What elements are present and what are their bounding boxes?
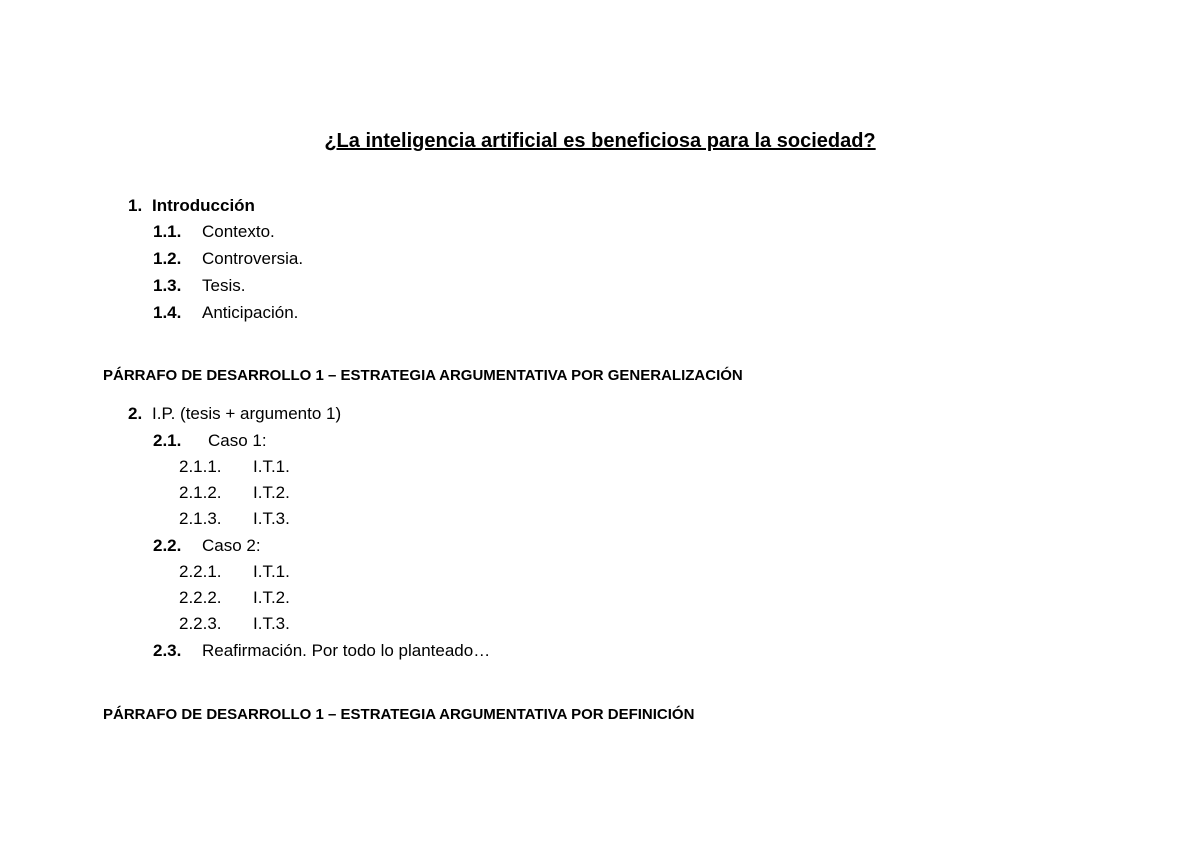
list-item-number: 1.4. bbox=[153, 303, 182, 322]
section-heading: PÁRRAFO DE DESARROLLO 1 – ESTRATEGIA ARGUMENTATIVA POR DEFINICIÓN bbox=[103, 706, 695, 723]
list-item-number: 1.3. bbox=[153, 276, 182, 295]
list-item-number: 2.3. bbox=[153, 641, 182, 660]
sub-item-label: I.T.1. bbox=[253, 562, 290, 581]
sub-item-label: I.T.3. bbox=[253, 509, 290, 528]
list-item-label: Contexto. bbox=[202, 222, 275, 241]
list-item-label: Anticipación. bbox=[202, 303, 299, 322]
sub-item-number: 2.2.1. bbox=[179, 562, 222, 581]
list-item-label: Caso 2: bbox=[202, 536, 261, 555]
outline-heading: Introducción bbox=[152, 196, 255, 215]
sub-item-number: 2.1.1. bbox=[179, 457, 222, 476]
sub-item-number: 2.2.3. bbox=[179, 614, 222, 633]
list-item-label: Reafirmación. Por todo lo planteado… bbox=[202, 641, 491, 660]
outline-heading: I.P. (tesis + argumento 1) bbox=[152, 404, 342, 423]
section-heading: PÁRRAFO DE DESARROLLO 1 – ESTRATEGIA ARGUMENTATIVA POR GENERALIZACIÓN bbox=[103, 367, 743, 384]
sub-item-number: 2.2.2. bbox=[179, 588, 222, 607]
outline-number: 2. bbox=[128, 404, 143, 423]
sub-item-label: I.T.2. bbox=[253, 588, 290, 607]
list-item-number: 1.1. bbox=[153, 222, 182, 241]
list-item-number: 2.2. bbox=[153, 536, 182, 555]
list-item-number: 2.1. bbox=[153, 431, 182, 450]
sub-item-label: I.T.1. bbox=[253, 457, 290, 476]
list-item-label: Caso 1: bbox=[208, 431, 267, 450]
sub-item-number: 2.1.2. bbox=[179, 483, 222, 502]
list-item-label: Controversia. bbox=[202, 249, 304, 268]
list-item-number: 1.2. bbox=[153, 249, 182, 268]
sub-item-label: I.T.3. bbox=[253, 614, 290, 633]
page-title: ¿La inteligencia artificial es beneficiosa para la sociedad? bbox=[324, 130, 876, 152]
sub-item-label: I.T.2. bbox=[253, 483, 290, 502]
list-item-label: Tesis. bbox=[202, 276, 246, 295]
outline-number: 1. bbox=[128, 196, 143, 215]
sub-item-number: 2.1.3. bbox=[179, 509, 222, 528]
